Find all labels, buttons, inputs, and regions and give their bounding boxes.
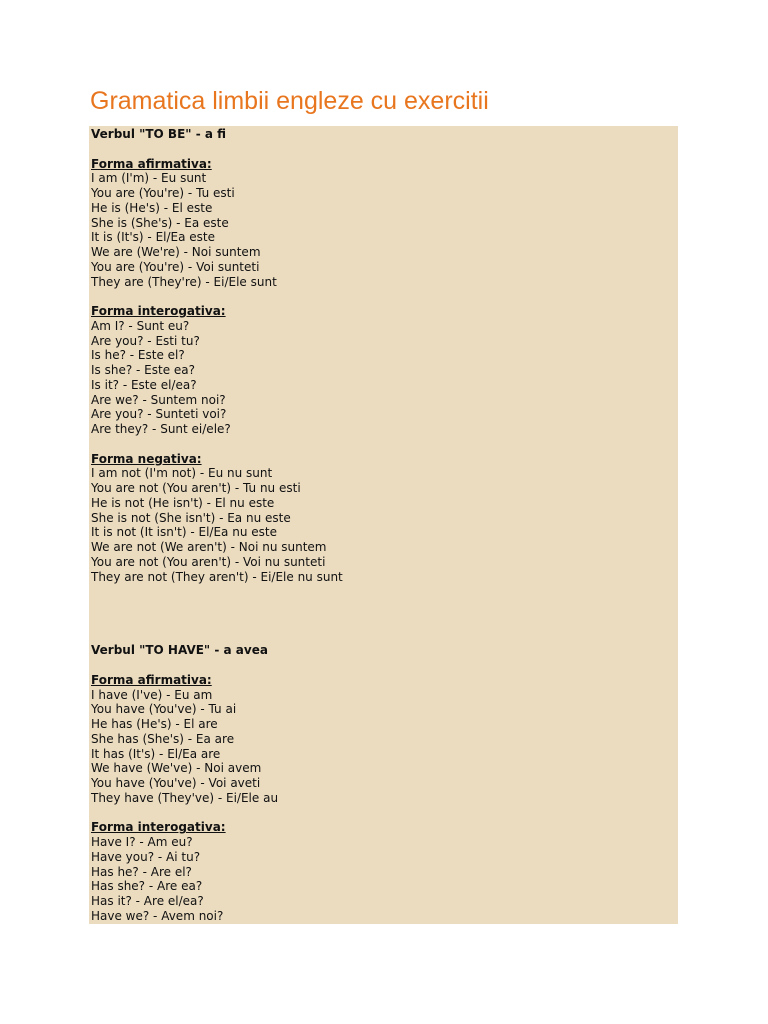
grammar-content-box	[89, 126, 678, 924]
to-have-interrogative-line: Have you? - Ai tu?	[91, 849, 201, 864]
to-be-interrogative-line: Are you? - Sunteti voi?	[91, 407, 227, 422]
to-have-affirmative-line: We have (We've) - Noi avem	[91, 761, 262, 776]
to-be-interrogative-line: Are we? - Suntem noi?	[91, 392, 226, 407]
to-be-negative-group	[91, 452, 678, 585]
to-be-interrogative-group	[91, 304, 678, 437]
to-have-affirmative-line: You have (You've) - Voi aveti	[91, 776, 261, 790]
to-have-interrogative-line: Has he? - Are el?	[91, 864, 192, 879]
document-title: Gramatica limbii engleze cu exercitii	[90, 87, 489, 115]
to-be-affirmative-line: He is (He's) - El este	[91, 200, 213, 215]
section-gap	[91, 599, 678, 643]
to-be-negative-line: They are not (They aren't) - Ei/Ele nu sunt	[91, 569, 343, 584]
to-be-negative-label: Forma negativa:	[91, 451, 202, 466]
to-be-interrogative-label: Forma interogativa:	[91, 304, 226, 318]
to-be-affirmative-group	[91, 157, 678, 290]
to-be-negative-line: I am not (I'm not) - Eu nu sunt	[91, 466, 273, 481]
to-have-interrogative-label: Forma interogativa:	[91, 820, 226, 835]
to-have-interrogative-group	[91, 820, 678, 923]
to-be-affirmative-line: They are (They're) - Ei/Ele sunt	[91, 274, 277, 289]
to-have-affirmative-line: I have (I've) - Eu am	[91, 687, 213, 702]
to-be-affirmative-line: You are (You're) - Tu esti	[91, 186, 235, 200]
to-be-interrogative-line: Am I? - Sunt eu?	[91, 318, 190, 333]
to-be-interrogative-line: Is he? - Este el?	[91, 348, 185, 363]
to-be-interrogative-line: Is she? - Este ea?	[91, 363, 196, 377]
to-be-interrogative-line: Are they? - Sunt ei/ele?	[91, 422, 231, 436]
to-have-affirmative-label: Forma afirmativa:	[91, 672, 212, 687]
spacer	[91, 437, 678, 452]
to-have-affirmative-line: They have (They've) - Ei/Ele au	[91, 790, 279, 805]
to-be-affirmative-line: We are (We're) - Noi suntem	[91, 245, 261, 259]
to-have-affirmative-line: You have (You've) - Tu ai	[91, 702, 237, 717]
to-have-affirmative-line: She has (She's) - Ea are	[91, 731, 235, 746]
to-be-affirmative-label: Forma afirmativa:	[91, 156, 212, 171]
spacer	[91, 142, 678, 157]
to-be-affirmative-line: You are (You're) - Voi sunteti	[91, 259, 260, 274]
to-be-affirmative-line: It is (It's) - El/Ea este	[91, 230, 216, 245]
to-be-section	[91, 127, 678, 584]
spacer	[91, 584, 678, 599]
to-be-negative-line: You are not (You aren't) - Voi nu sunteti	[91, 554, 326, 569]
to-have-heading: Verbul "TO HAVE" - a avea	[91, 643, 268, 658]
spacer	[91, 289, 678, 304]
to-be-affirmative-line: I am (I'm) - Eu sunt	[91, 171, 207, 186]
to-have-interrogative-line: Have we? - Avem noi?	[91, 908, 224, 923]
to-be-negative-line: It is not (It isn't) - El/Ea nu este	[91, 525, 277, 540]
to-be-negative-line: You are not (You aren't) - Tu nu esti	[91, 481, 301, 495]
to-be-negative-line: We are not (We aren't) - Noi nu suntem	[91, 540, 327, 554]
to-have-affirmative-group	[91, 673, 678, 806]
spacer	[91, 658, 678, 673]
to-be-interrogative-line: Are you? - Esti tu?	[91, 333, 200, 348]
to-be-negative-line: She is not (She isn't) - Ea nu este	[91, 510, 291, 525]
to-have-interrogative-line: Has it? - Are el/ea?	[91, 894, 204, 908]
to-be-heading: Verbul "TO BE" - a fi	[91, 127, 227, 141]
to-have-interrogative-line: Have I? - Am eu?	[91, 835, 193, 849]
to-be-negative-line: He is not (He isn't) - El nu este	[91, 495, 275, 510]
to-be-affirmative-line: She is (She's) - Ea este	[91, 215, 229, 230]
to-have-affirmative-line: He has (He's) - El are	[91, 717, 218, 731]
spacer	[91, 806, 678, 821]
to-have-affirmative-line: It has (It's) - El/Ea are	[91, 746, 221, 761]
to-have-section	[91, 643, 678, 923]
to-be-interrogative-line: Is it? - Este el/ea?	[91, 377, 197, 392]
to-have-interrogative-line: Has she? - Are ea?	[91, 879, 203, 894]
